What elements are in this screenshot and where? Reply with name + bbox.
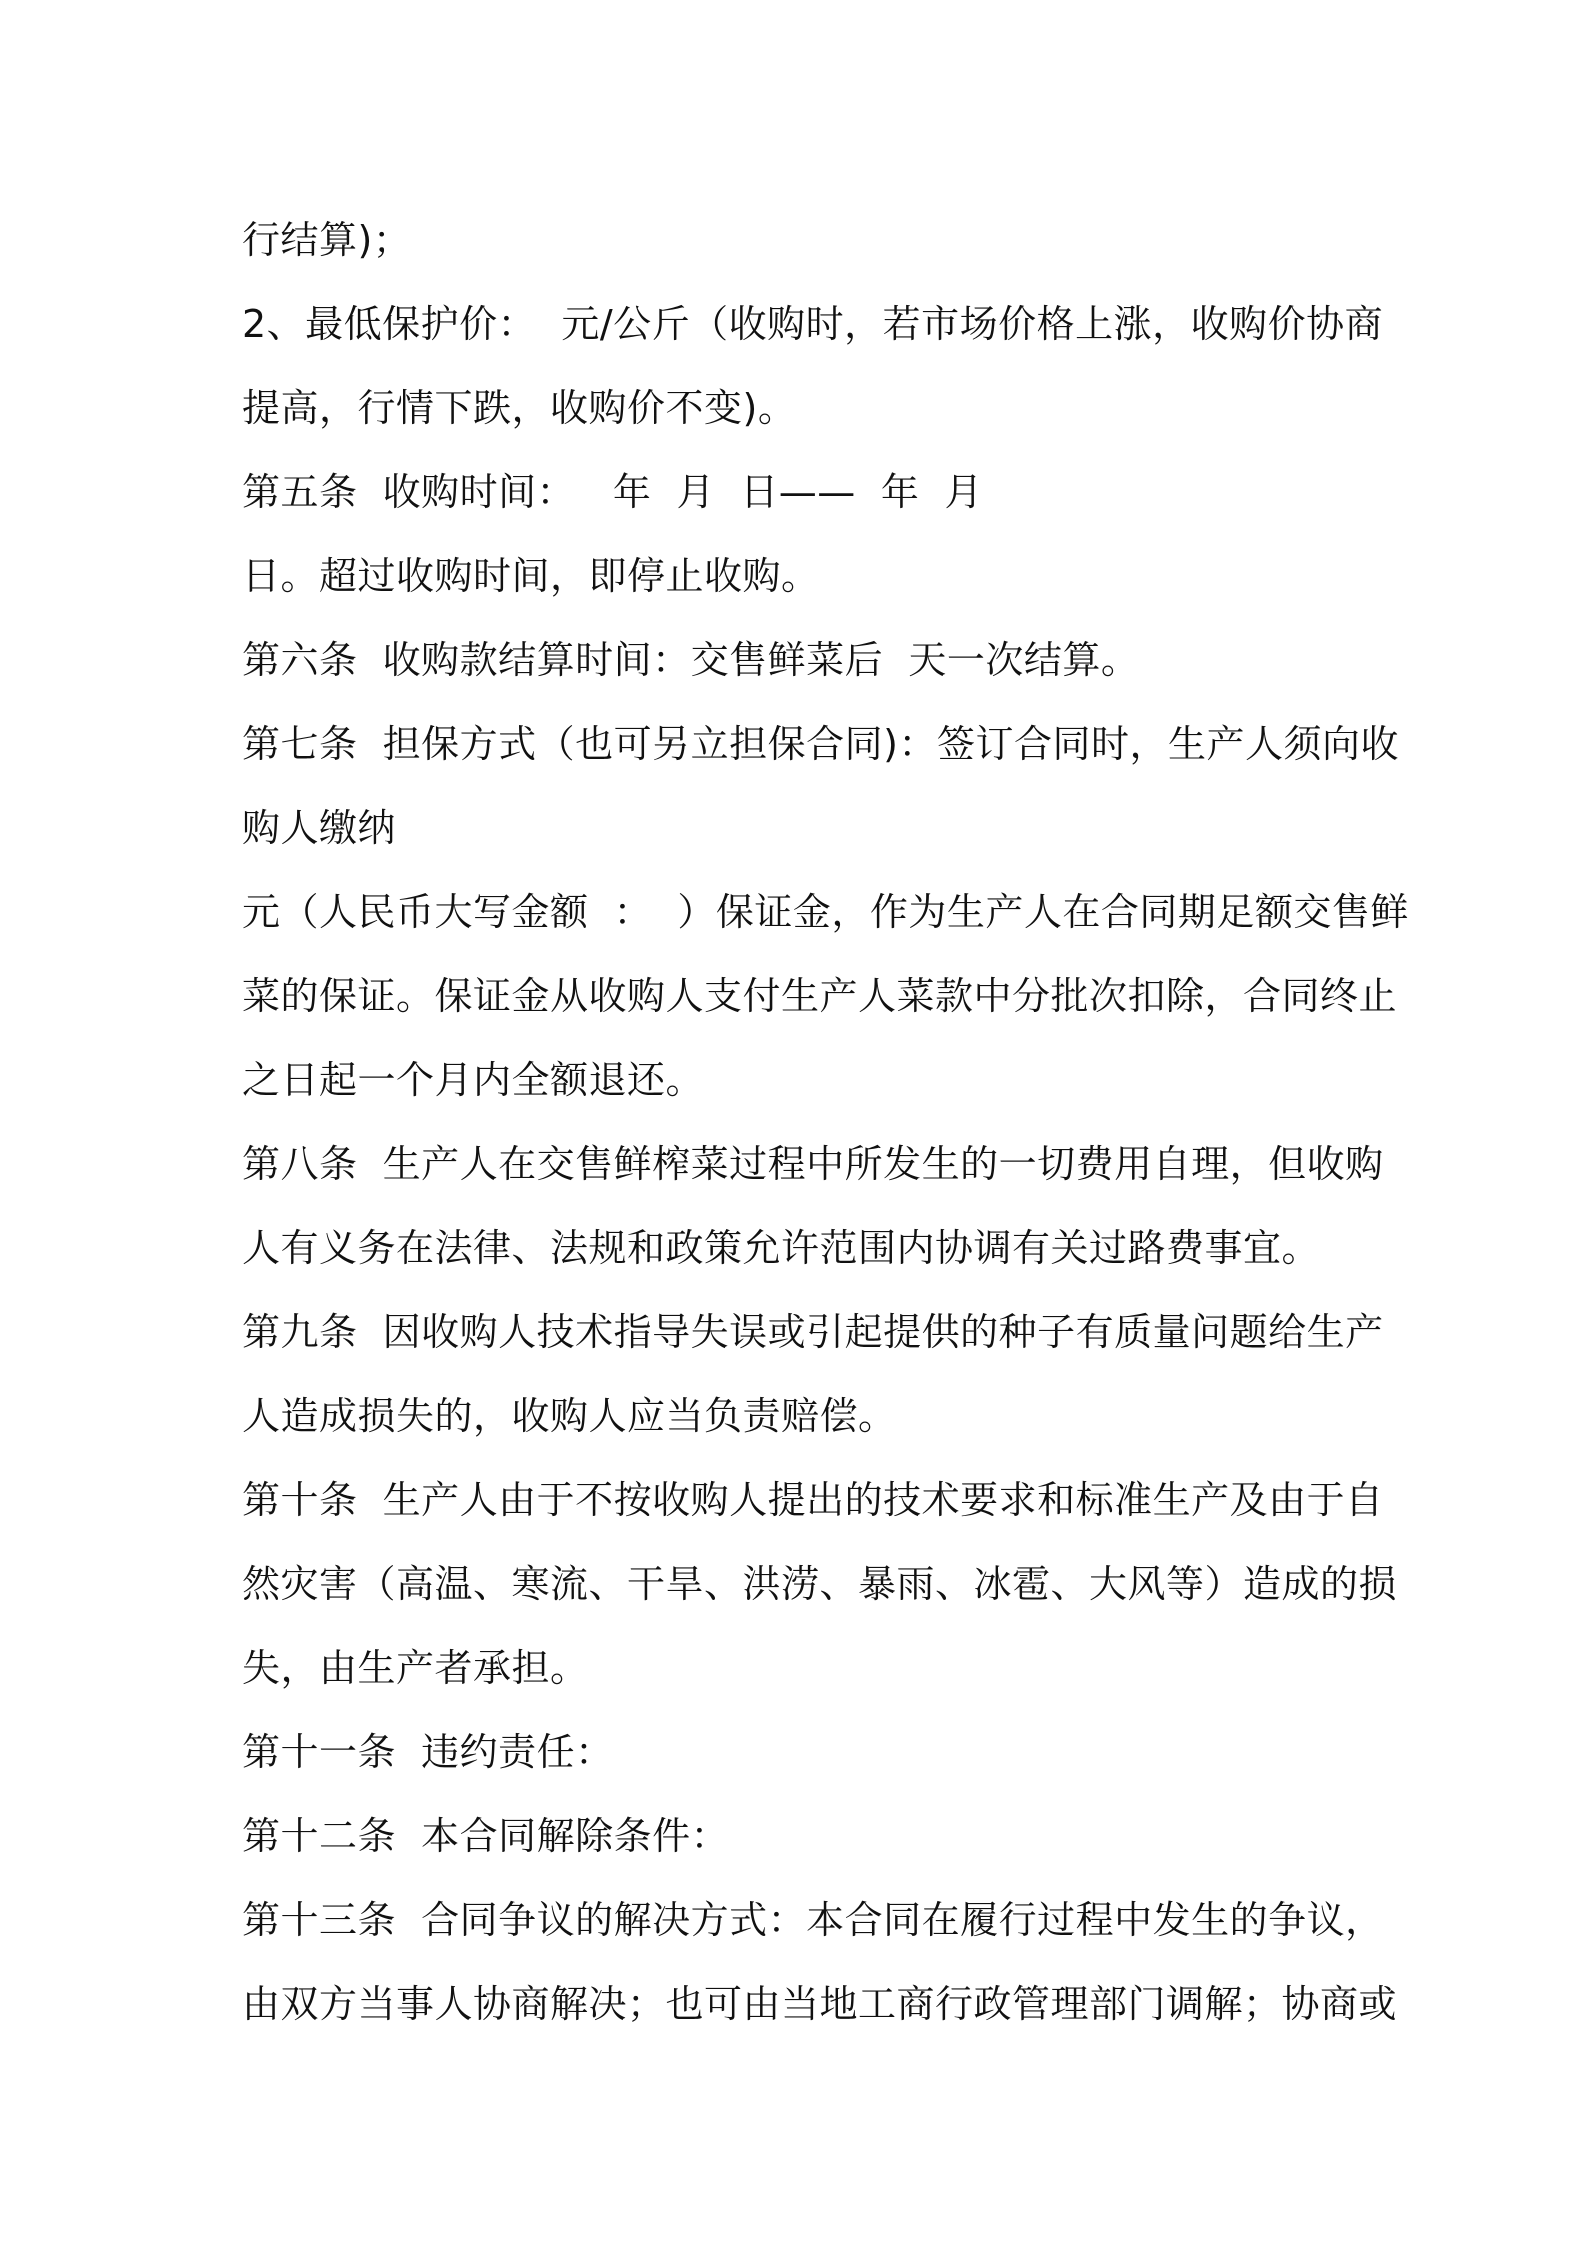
text-line: 人有义务在法律、法规和政策允许范围内协调有关过路费事宜。 bbox=[242, 1226, 1321, 1270]
text-line: 人造成损失的，收购人应当负责赔偿。 bbox=[242, 1394, 897, 1438]
text-line: 之日起一个月内全额退还。 bbox=[242, 1058, 705, 1102]
text-line: 由双方当事人协商解决；也可由当地工商行政管理部门调解；协商或 bbox=[242, 1982, 1398, 2026]
text-line: 第十二条 本合同解除条件： bbox=[242, 1814, 730, 1858]
text-line: 第六条 收购款结算时间：交售鲜菜后 天一次结算。 bbox=[242, 638, 1140, 682]
text-line: 2、最低保护价： 元/公斤（收购时，若市场价格上涨，收购价协商 bbox=[242, 302, 1384, 346]
text-line: 第五条 收购时间： 年 月 日—— 年 月 bbox=[242, 470, 984, 514]
text-line: 提高，行情下跌，收购价不变)。 bbox=[242, 386, 797, 430]
text-line: 第九条 因收购人技术指导失误或引起提供的种子有质量问题给生产 bbox=[242, 1310, 1384, 1354]
text-line: 第十条 生产人由于不按收购人提出的技术要求和标准生产及由于自 bbox=[242, 1478, 1384, 1522]
text-line: 元（人民币大写金额 ： ）保证金，作为生产人在合同期足额交售鲜 bbox=[242, 890, 1409, 934]
text-line: 第八条 生产人在交售鲜榨菜过程中所发生的一切费用自理，但收购 bbox=[242, 1142, 1384, 1186]
text-line: 日。超过收购时间，即停止收购。 bbox=[242, 554, 820, 598]
text-line: 第七条 担保方式（也可另立担保合同)：签订合同时，生产人须向收 bbox=[242, 722, 1399, 766]
text-line: 行结算)； bbox=[242, 218, 412, 262]
text-line: 第十一条 违约责任： bbox=[242, 1730, 614, 1774]
text-line: 第十三条 合同争议的解决方式：本合同在履行过程中发生的争议， bbox=[242, 1898, 1384, 1942]
text-line: 失，由生产者承担。 bbox=[242, 1646, 589, 1690]
contract-text-body bbox=[242, 198, 1409, 2046]
text-line: 菜的保证。保证金从收购人支付生产人菜款中分批次扣除，合同终止 bbox=[242, 974, 1398, 1018]
text-line: 购人缴纳 bbox=[242, 806, 397, 850]
text-line: 然灾害（高温、寒流、干旱、洪涝、暴雨、冰雹、大风等）造成的损 bbox=[242, 1562, 1398, 1606]
